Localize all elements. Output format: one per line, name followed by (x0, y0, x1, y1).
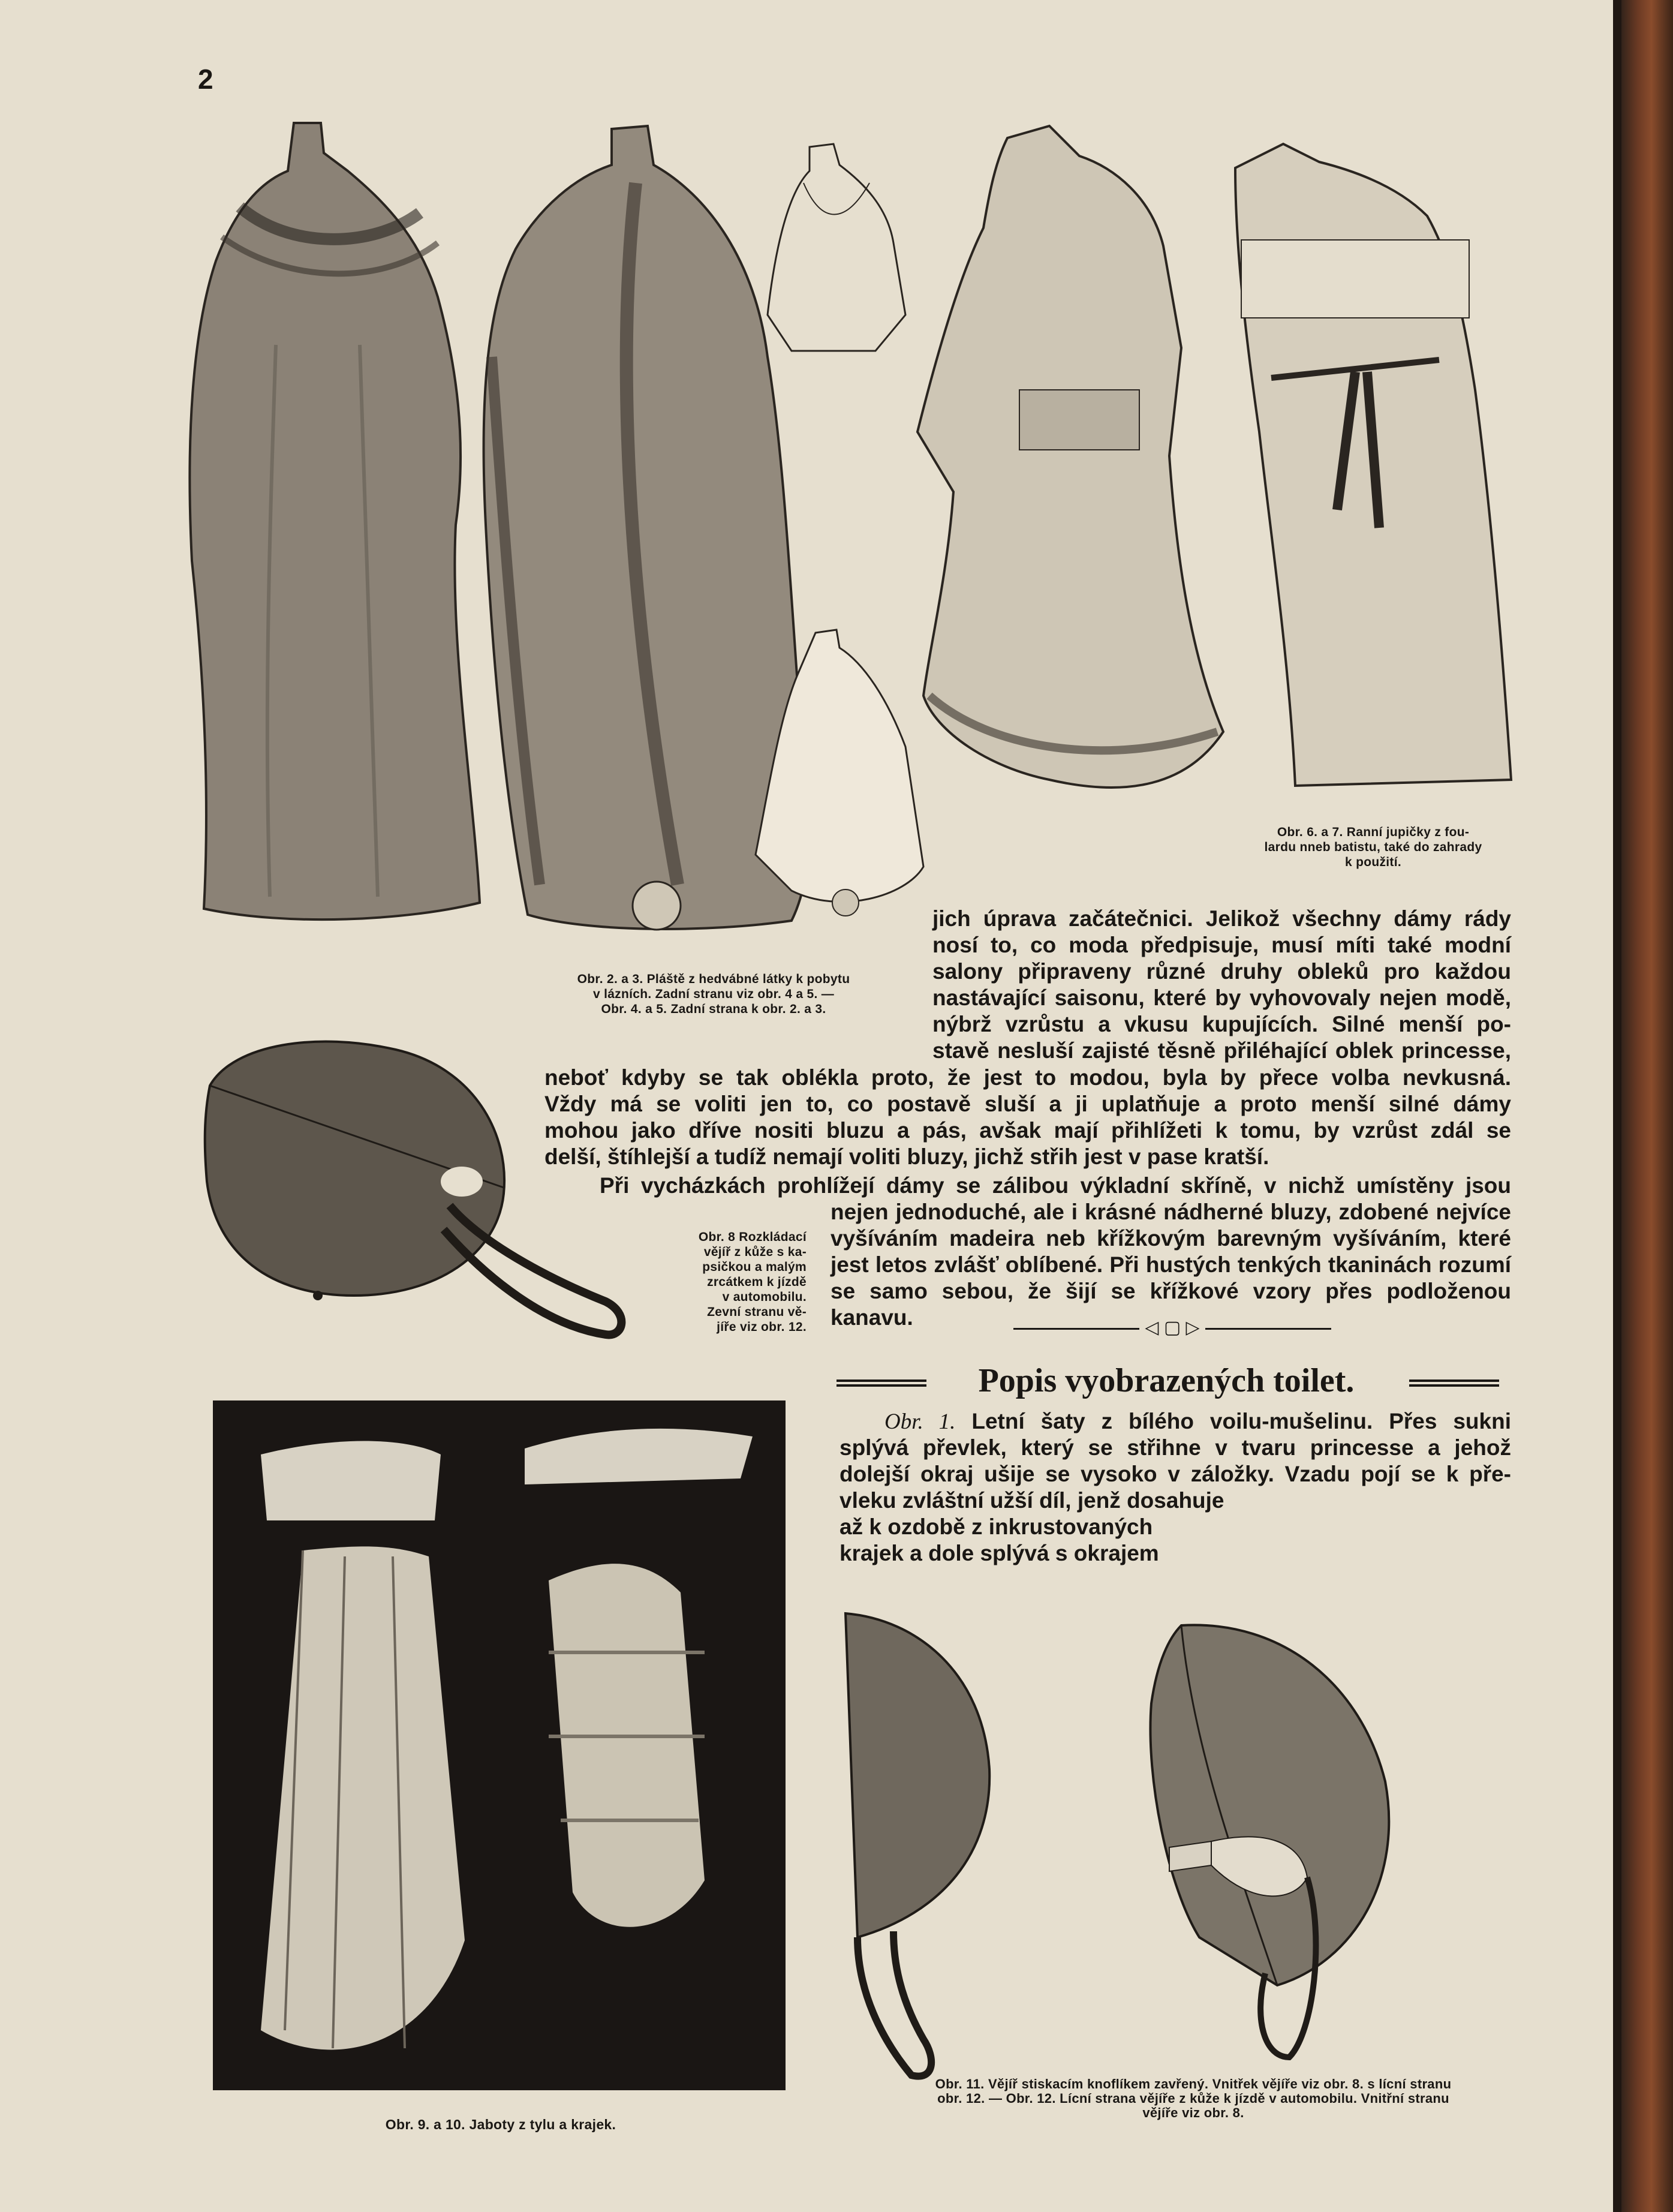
caption-line: Obr. 8 Rozkládací (698, 1230, 807, 1244)
text-line: jich úprava začátečnici. Jelikož všechny dámy rády (932, 906, 1511, 931)
text-line: neboť kdyby se tak oblékla proto, že jest to modou, byla by přece volba nevkusná. (544, 1065, 1511, 1090)
caption-line: v automobilu. (722, 1290, 807, 1304)
divider-ornament: ◁ ▢ ▷ (1145, 1318, 1200, 1338)
text-line: nýbrž vzrůstu a vkusu kupujících. Silné menší po- (932, 1012, 1511, 1036)
text-line: delší, štíhlejší a tudíž nemají voliti bluzy, jichž střih jest v pase kratší. (544, 1144, 1269, 1169)
description-block-narrow (839, 1514, 1199, 1567)
cloaks-illustration (168, 105, 935, 951)
text-line: dolejší okraj ušije se vysoko v záložky. Vzadu pojí se k pře- (839, 1462, 1511, 1486)
section-heading: Popis vyobrazených toilet. (978, 1362, 1355, 1399)
text-line: mohou jako dříve nositi bluzu a pás, avšak mají přihlížeti k tomu, by vzrůst zdál se (544, 1118, 1511, 1143)
fan-open-illustration (198, 1014, 636, 1350)
caption-line: k použití. (1345, 855, 1401, 869)
text-line: nejen jednoduché, ale i krásné nádherné bluzy, zdobené nejvíce (831, 1200, 1511, 1224)
caption-fig-2-5 (528, 972, 899, 1017)
caption-fig-11-12 (857, 2077, 1529, 2120)
text-line: jest letos zvlášť oblíbené. Při hustých tenkých tkaninách rozumí (831, 1252, 1511, 1277)
text-line: nosí to, co moda předpisuje, musí míti také modní (932, 933, 1511, 957)
caption-line: vějíř z kůže s ka- (703, 1245, 807, 1259)
binding-gutter (1613, 0, 1621, 2212)
description-block (839, 1435, 1511, 1514)
figure-reference: Obr. 1. (884, 1409, 956, 1434)
caption-line: psičkou a malým (702, 1260, 807, 1274)
heading-rule-left (836, 1380, 926, 1387)
caption-line: Obr. 6. a 7. Ranní jupičky z fou- (1277, 825, 1470, 839)
divider-line (1013, 1328, 1139, 1330)
caption-line: Obr. 11. Vějíř stiskacím knoflíkem zavřený. Vnitřek vějíře viz obr. 8. s lícní stranu (935, 2076, 1452, 2091)
text-line: krajek a dole splývá s okrajem (839, 1541, 1159, 1565)
article-paragraph-3-first: Při vycházkách prohlížejí dámy se zálibou výkladní skříně, v nichž umístěny jsou (600, 1173, 1511, 1198)
caption-fig-6-7 (1223, 825, 1523, 870)
caption-line: jíře viz obr. 12. (717, 1320, 807, 1334)
caption-line: Obr. 4. a 5. Zadní strana k obr. 2. a 3. (601, 1002, 826, 1016)
caption-line: v lázních. Zadní stranu viz obr. 4 a 5. — (592, 987, 835, 1001)
caption-line: vějíře viz obr. 8. (1142, 2105, 1244, 2120)
text-line: stavě nesluší zajisté těsně přiléhající oblek princesse, (932, 1038, 1511, 1063)
small-cloak-top-figure (768, 144, 905, 351)
caption-line: Zevní stranu vě- (707, 1305, 807, 1319)
cloak-back-figure (189, 123, 480, 919)
jabots-photograph (213, 1400, 786, 2090)
caption-fig-8 (627, 1230, 807, 1335)
text-line: salony připraveny různé druhy obleků pro každou (932, 959, 1511, 984)
fans-closed-illustration (834, 1601, 1523, 2081)
jackets-illustration (899, 120, 1547, 810)
jacket-left-figure (917, 126, 1223, 788)
jabots-drawing (213, 1400, 786, 2090)
article-paragraph-3 (831, 1199, 1511, 1331)
cloak-front-figure (484, 126, 809, 930)
text-line: až k ozdobě z inkrustovaných (839, 1514, 1153, 1539)
binding-spine (1619, 0, 1673, 2212)
description-first-line (839, 1408, 1511, 1435)
jacket-right-figure (1235, 144, 1511, 786)
caption-line: lardu nneb batistu, také do zahrady (1264, 840, 1482, 854)
article-paragraph-2 (544, 1065, 1511, 1170)
heading-rule-right (1409, 1380, 1499, 1387)
caption-fig-9-10: Obr. 9. a 10. Jaboty z tylu a krajek. (385, 2117, 616, 2132)
text-line: splývá převlek, který se střihne v tvaru princesse a jehož (839, 1435, 1511, 1460)
fan-held-figure (1150, 1625, 1389, 2057)
page-number: 2 (198, 64, 213, 95)
fan-closed-figure (845, 1613, 989, 2076)
caption-line: Obr. 2. a 3. Pláště z hedvábné látky k pobytu (577, 972, 850, 986)
caption-line: zrcátkem k jízdě (707, 1275, 807, 1289)
text-line: vleku zvláštní užší díl, jenž dosahuje (839, 1488, 1224, 1513)
text-line: vyšíváním madeira neb křížkovým barevným vyšíváním, které (831, 1226, 1511, 1251)
text-line (839, 1408, 1511, 1435)
text-line: nastávající saisonu, které by vyhovovaly nejen modě, (932, 985, 1511, 1010)
text-line: se samo sebou, že šijí se křížkové vzory přes podloženou kanavu. (831, 1279, 1511, 1330)
text-line: Vždy má se voliti jen to, co postavě sluší a ji uplatňuje a proto menší silné dámy (544, 1092, 1511, 1116)
divider-line (1205, 1328, 1331, 1330)
caption-line: obr. 12. — Obr. 12. Lícní strana vějíře z kůže k jízdě v automobilu. Vnitřní stranu (937, 2091, 1449, 2106)
article-paragraph-1 (932, 906, 1511, 1064)
ornament-divider (1013, 1317, 1331, 1341)
description-text: Letní šaty z bílého voilu-mušelinu. Přes sukni (971, 1409, 1511, 1433)
